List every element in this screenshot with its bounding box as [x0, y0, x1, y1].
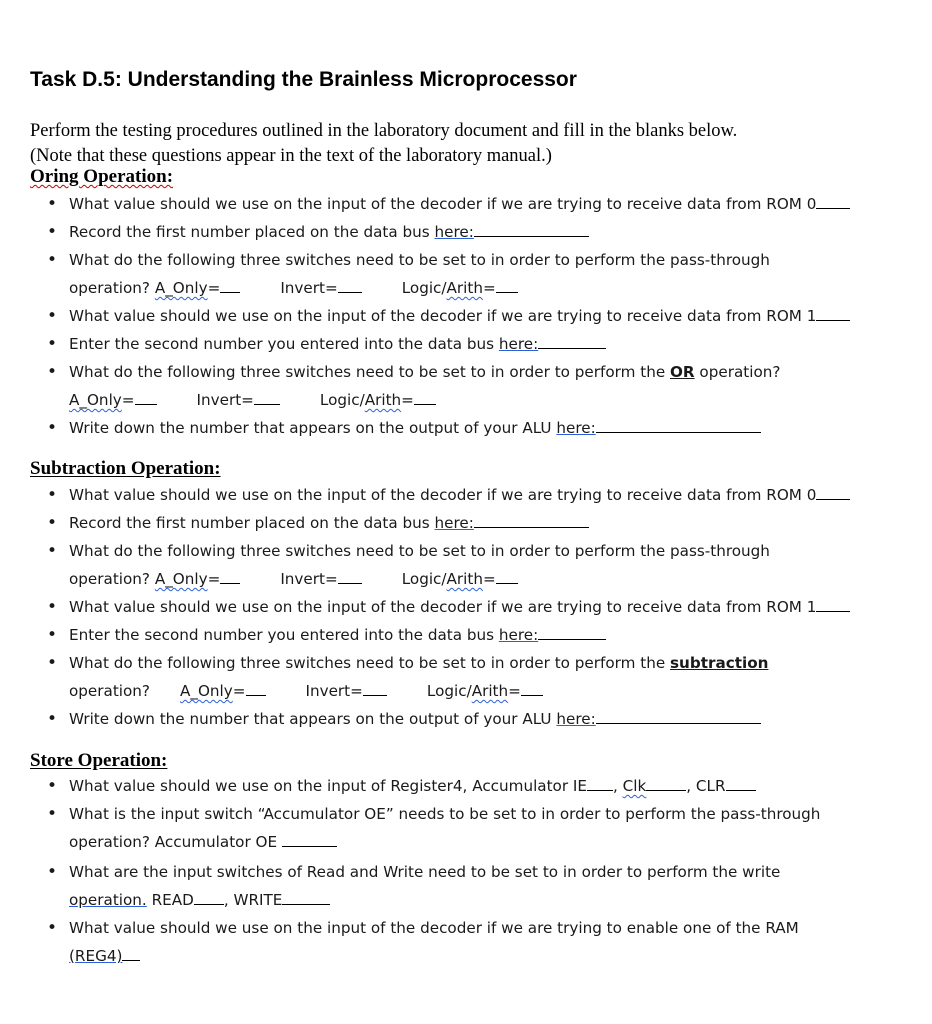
subtraction-q3-line2 [69, 565, 917, 593]
oring-question-list [47, 190, 917, 442]
read-blank[interactable] [194, 890, 224, 905]
answer-blank[interactable] [474, 513, 589, 528]
bullet-icon: • [47, 362, 58, 382]
oring-q6-line2 [69, 386, 917, 414]
invert-blank[interactable] [363, 681, 387, 696]
subtraction-q3-line1: What do the following three switches need to be set to in order to perform the pass-through [69, 542, 770, 560]
subtraction-heading: Subtraction Operation: [30, 458, 221, 479]
bullet-icon: • [47, 918, 58, 938]
invert-label: Invert= [280, 570, 338, 588]
logic-label: Logic/ [319, 391, 365, 409]
store-q3 [47, 858, 917, 914]
bullet-icon: • [47, 418, 58, 438]
a-only-label: A_Only [179, 682, 233, 700]
arith-label: Arith [471, 682, 509, 700]
store-q1 [47, 772, 917, 800]
bullet-icon: • [47, 541, 58, 561]
clk-label: Clk [622, 777, 647, 795]
oring-q7-text: Write down the number that appears on the output of your ALU [69, 419, 557, 437]
oring-q6-bold: OR [670, 363, 695, 381]
intro-line-2: (Note that these questions appear in the text of the laboratory manual.) [30, 146, 552, 166]
eq-sign: = [207, 570, 221, 588]
logic-arith-blank[interactable] [496, 569, 518, 584]
invert-label: Invert= [196, 391, 254, 409]
bullet-icon: • [47, 804, 58, 824]
subtraction-q2-text: Record the first number placed on the data bus [69, 514, 435, 532]
subtraction-question-list [47, 481, 917, 733]
logic-label: Logic/ [401, 570, 447, 588]
oring-heading: Oring Operation: [30, 166, 174, 187]
oring-q3-line1: What do the following three switches need to be set to in order to perform the pass-through [69, 251, 770, 269]
oring-q2-link: here: [434, 223, 474, 241]
a-only-blank[interactable] [220, 569, 240, 584]
store-q4-line2 [69, 942, 917, 970]
logic-arith-blank[interactable] [496, 278, 518, 293]
eq-sign: = [401, 391, 414, 409]
write-blank[interactable] [282, 890, 330, 905]
bullet-icon: • [47, 513, 58, 533]
bullet-icon: • [47, 597, 58, 617]
answer-blank[interactable] [816, 485, 850, 500]
read-label: READ [146, 891, 194, 909]
bullet-icon: • [47, 306, 58, 326]
store-q2-line1: What is the input switch “Accumulator OE” needs to be set to in order to perform the pass-through [69, 805, 821, 823]
bullet-icon: • [47, 776, 58, 796]
eq-sign: = [232, 682, 246, 700]
eq-sign: = [207, 279, 221, 297]
a-only-label: A_Only [154, 570, 208, 588]
invert-label: Invert= [305, 682, 363, 700]
oring-q6-text: What do the following three switches need to be set to in order to perform the [69, 363, 670, 381]
store-q2 [47, 800, 917, 856]
subtraction-q5 [47, 621, 917, 649]
answer-blank[interactable] [596, 709, 761, 724]
oring-q3 [47, 246, 917, 302]
subtraction-q2-link: here: [434, 514, 474, 532]
store-q4-reg: (REG4) [69, 947, 123, 965]
bullet-icon: • [47, 625, 58, 645]
oring-q5 [47, 330, 917, 358]
subtraction-q7 [47, 705, 917, 733]
eq-sign: = [508, 682, 521, 700]
a-only-blank[interactable] [246, 681, 266, 696]
arith-label: Arith [446, 570, 483, 588]
answer-blank[interactable] [816, 194, 850, 209]
intro-line-1: Perform the testing procedures outlined in the laboratory document and fill in the blanks below. [30, 121, 738, 141]
separator: , [612, 777, 623, 795]
answer-blank[interactable] [538, 625, 606, 640]
oring-q2-text: Record the first number placed on the data bus [69, 223, 435, 241]
subtraction-q3 [47, 537, 917, 593]
answer-blank[interactable] [122, 946, 140, 961]
intro-paragraph [30, 119, 910, 169]
task-title: Task D.5: Understanding the Brainless Microprocessor [30, 68, 577, 91]
a-only-blank[interactable] [220, 278, 240, 293]
clr-blank[interactable] [726, 776, 756, 791]
accumulator-oe-blank[interactable] [282, 832, 337, 847]
subtraction-q5-text: Enter the second number you entered into the data bus [69, 626, 499, 644]
eq-sign: = [121, 391, 135, 409]
store-q2-line2 [69, 828, 917, 856]
invert-blank[interactable] [338, 278, 362, 293]
subtraction-q7-text: Write down the number that appears on the output of your ALU [69, 710, 557, 728]
logic-label: Logic/ [426, 682, 472, 700]
subtraction-q2 [47, 509, 917, 537]
clr-label: , CLR [686, 777, 726, 795]
subtraction-q1 [47, 481, 917, 509]
bullet-icon: • [47, 485, 58, 505]
subtraction-q6-line2 [69, 677, 917, 705]
oring-q3-prefix: operation? [69, 279, 155, 297]
bullet-icon: • [47, 250, 58, 270]
bullet-icon: • [47, 222, 58, 242]
subtraction-q6-bold: subtraction [670, 654, 769, 672]
oring-q6 [47, 358, 917, 414]
invert-label: Invert= [280, 279, 338, 297]
store-q3-line1: What are the input switches of Read and Write need to be set to in order to perform the write [69, 863, 781, 881]
bullet-icon: • [47, 653, 58, 673]
store-heading: Store Operation: [30, 750, 168, 771]
bullet-icon: • [47, 862, 58, 882]
oring-q4-text: What value should we use on the input of the decoder if we are trying to receive data from ROM 1 [69, 307, 817, 325]
invert-blank[interactable] [338, 569, 362, 584]
subtraction-q4 [47, 593, 917, 621]
logic-label: Logic/ [401, 279, 447, 297]
invert-blank[interactable] [254, 390, 280, 405]
subtraction-q3-prefix: operation? [69, 570, 155, 588]
answer-blank[interactable] [596, 418, 761, 433]
store-q3-line2 [69, 886, 917, 914]
subtraction-q6 [47, 649, 917, 705]
subtraction-q1-text: What value should we use on the input of the decoder if we are trying to receive data from ROM 0 [69, 486, 817, 504]
bullet-icon: • [47, 709, 58, 729]
answer-blank[interactable] [816, 306, 850, 321]
oring-q2 [47, 218, 917, 246]
eq-sign: = [482, 570, 496, 588]
subtraction-q4-text: What value should we use on the input of the decoder if we are trying to receive data from ROM 1 [69, 598, 817, 616]
arith-label: Arith [446, 279, 483, 297]
subtraction-q5-link: here: [498, 626, 539, 644]
oring-q6-end: operation? [694, 363, 781, 381]
store-q4 [47, 914, 917, 970]
oring-q6-line1 [69, 358, 917, 386]
a-only-label: A_Only [154, 279, 208, 297]
store-q3-operation: operation. [69, 891, 147, 909]
bullet-icon: • [47, 334, 58, 354]
oring-q5-link: here: [498, 335, 539, 353]
oring-q3-line2 [69, 274, 917, 302]
oring-q4 [47, 302, 917, 330]
oring-q7-link: here: [556, 419, 596, 437]
write-label: , WRITE [223, 891, 283, 909]
a-only-blank[interactable] [135, 390, 157, 405]
clk-blank[interactable] [646, 776, 686, 791]
oring-q1 [47, 190, 917, 218]
oring-q7 [47, 414, 917, 442]
logic-arith-blank[interactable] [414, 390, 436, 405]
answer-blank[interactable] [538, 334, 606, 349]
oring-q5-text: Enter the second number you entered into the data bus [69, 335, 499, 353]
arith-label: Arith [364, 391, 402, 409]
store-q1-text: What value should we use on the input of Register4, Accumulator IE [69, 777, 587, 795]
subtraction-q6-operation: operation? [69, 682, 150, 700]
bullet-icon: • [47, 194, 58, 214]
oring-q1-text: What value should we use on the input of the decoder if we are trying to receive data from ROM 0 [69, 195, 817, 213]
subtraction-q6-text: What do the following three switches need to be set to in order to perform the [69, 654, 670, 672]
answer-blank[interactable] [816, 597, 850, 612]
store-q2-label: operation? Accumulator OE [69, 833, 282, 851]
answer-blank[interactable] [474, 222, 589, 237]
store-q4-line1: What value should we use on the input of the decoder if we are trying to enable one of the RAM [69, 919, 799, 937]
store-question-list [47, 772, 917, 970]
subtraction-q7-link: here: [556, 710, 596, 728]
a-only-label: A_Only [69, 391, 122, 409]
logic-arith-blank[interactable] [521, 681, 543, 696]
eq-sign: = [482, 279, 496, 297]
accumulator-ie-blank[interactable] [587, 776, 613, 791]
subtraction-q6-line1 [69, 649, 917, 677]
